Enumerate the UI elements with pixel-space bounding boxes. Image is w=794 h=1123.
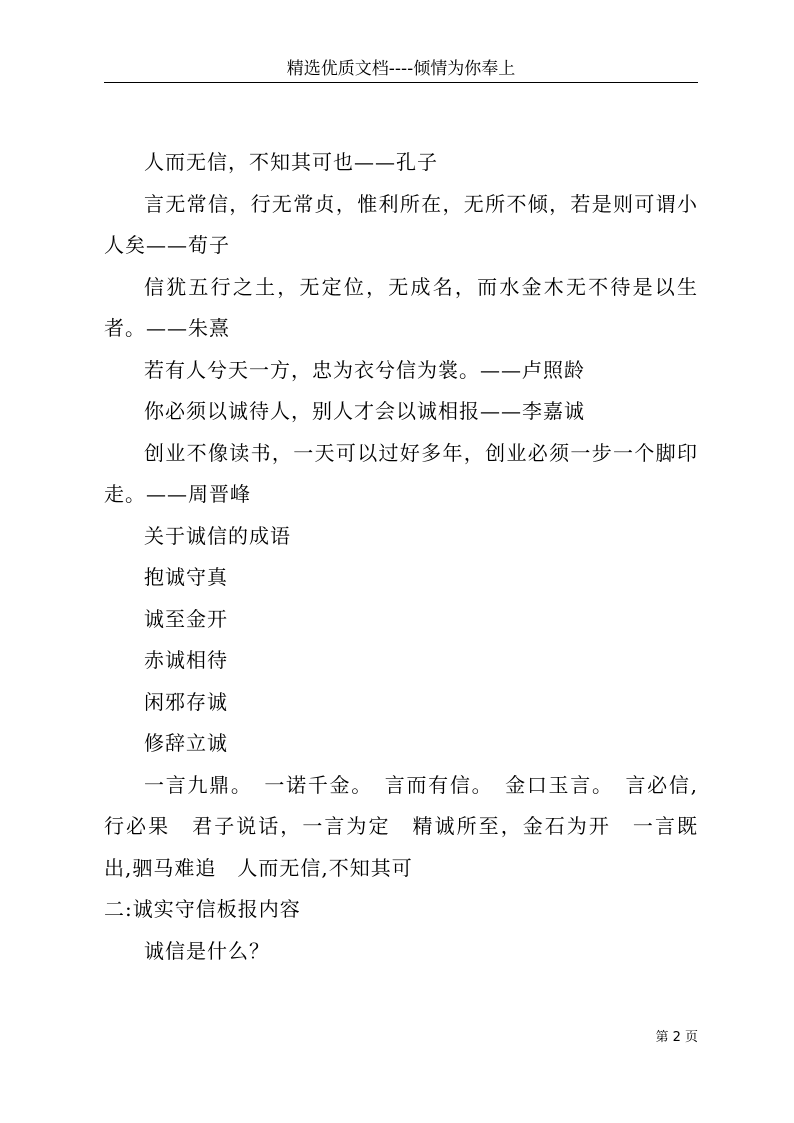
quote-luzhaoling: 若有人兮天一方，忠为衣兮信为裳。——卢照龄 — [144, 357, 585, 382]
idioms-list-paragraph: 一言九鼎。 一诺千金。 言而有信。 金口玉言。 言必信,行必果 君子说话，一言为定 精诚所至，金石为开 一言既出,驷马难追 人而无信,不知其可 — [104, 772, 698, 880]
header-divider — [104, 82, 698, 83]
idiom-item: 修辞立诚 — [144, 731, 228, 755]
quote-zhuxi: 信犹五行之土，无定位，无成名，而水金木无不待是以生者。——朱熹 — [104, 274, 698, 340]
quote-lijiacheng: 你必须以诚待人，别人才会以诚相报——李嘉诚 — [144, 399, 585, 423]
quote-xunzi: 言无常信，行无常贞，惟利所在，无所不倾，若是则可谓小人矣——荀子 — [104, 191, 698, 257]
question-what-is-integrity: 诚信是什么？ — [144, 938, 270, 963]
quote-confucius: 人而无信，不知其可也——孔子 — [144, 150, 438, 174]
idiom-item: 赤诚相待 — [144, 648, 228, 672]
page-number: 第 2 页 — [655, 1030, 698, 1045]
idioms-heading: 关于诚信的成语 — [144, 523, 291, 548]
idiom-item: 闲邪存诚 — [144, 689, 228, 714]
idiom-item: 诚至金开 — [144, 606, 228, 631]
section-heading-board-content: 二:诚实守信板报内容 — [104, 897, 301, 921]
document-body — [104, 142, 698, 972]
idiom-item: 抱诚守真 — [144, 565, 228, 589]
page-header-title: 精选优质文档----倾情为你奉上 — [286, 59, 516, 79]
quote-zhoujinfeng: 创业不像读书，一天可以过好多年，创业必须一步一个脚印走。——周晋峰 — [104, 440, 698, 506]
